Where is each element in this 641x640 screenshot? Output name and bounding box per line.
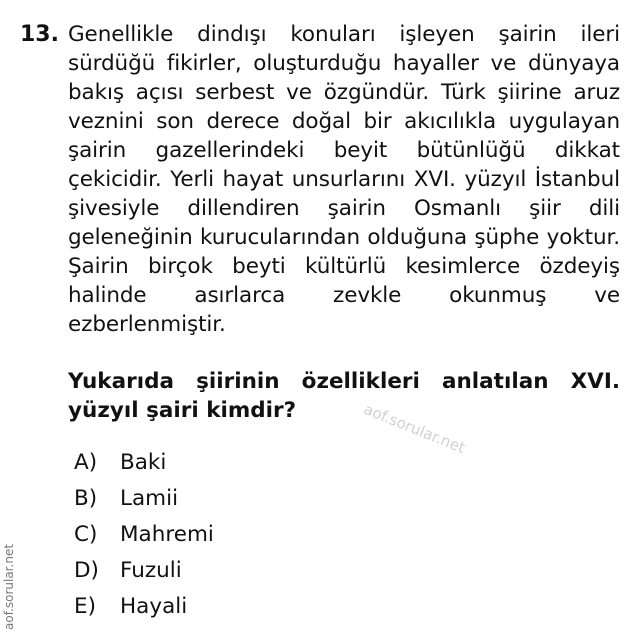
option-e[interactable] [74,588,214,624]
option-e-letter: E) [74,593,96,619]
option-a-letter: A) [74,449,98,475]
option-b-text: Lamii [120,485,179,511]
option-c[interactable] [74,516,214,552]
option-d-text: Fuzuli [120,557,182,583]
option-b[interactable] [74,480,214,516]
side-watermark: aof.sorular.net [2,543,16,630]
option-c-letter: C) [74,521,98,547]
option-d[interactable] [74,552,214,588]
question-stem: Yukarıda şiirinin özellikleri anlatılan XVI. yüzyıl şairi kimdir? [68,369,620,423]
option-b-letter: B) [74,485,98,511]
option-a-text: Baki [120,449,167,475]
question-number: 13. [20,22,59,47]
answer-options [74,444,214,624]
option-a[interactable] [74,444,214,480]
diagonal-watermark: aof.sorular.net [361,400,468,457]
option-e-text: Hayali [120,593,188,619]
option-c-text: Mahremi [120,521,214,547]
option-d-letter: D) [74,557,99,583]
question-passage: Genellikle dindışı konuları işleyen şairin ileri sürdüğü fikirler, oluşturduğu hayaller ve dünyaya bakış açısı serbest ve özgündür. Türk şiirine aruz veznini son derece doğal bir akıcılıkla uygulayan şairin gazellerindeki beyit bütünlüğü dikkat çekicidir. Yerli hayat unsurlarını XVI. yüzyıl İstanbul şivesiyle dillendiren şairin Osmanlı şiir dili geleneğinin kurucularından olduğuna şüphe yoktur. Şairin birçok beyti kültürlü kesimlerce özdeyiş halinde asırlarca zevkle okunmuş ve ezberlenmiştir. [68,22,620,337]
